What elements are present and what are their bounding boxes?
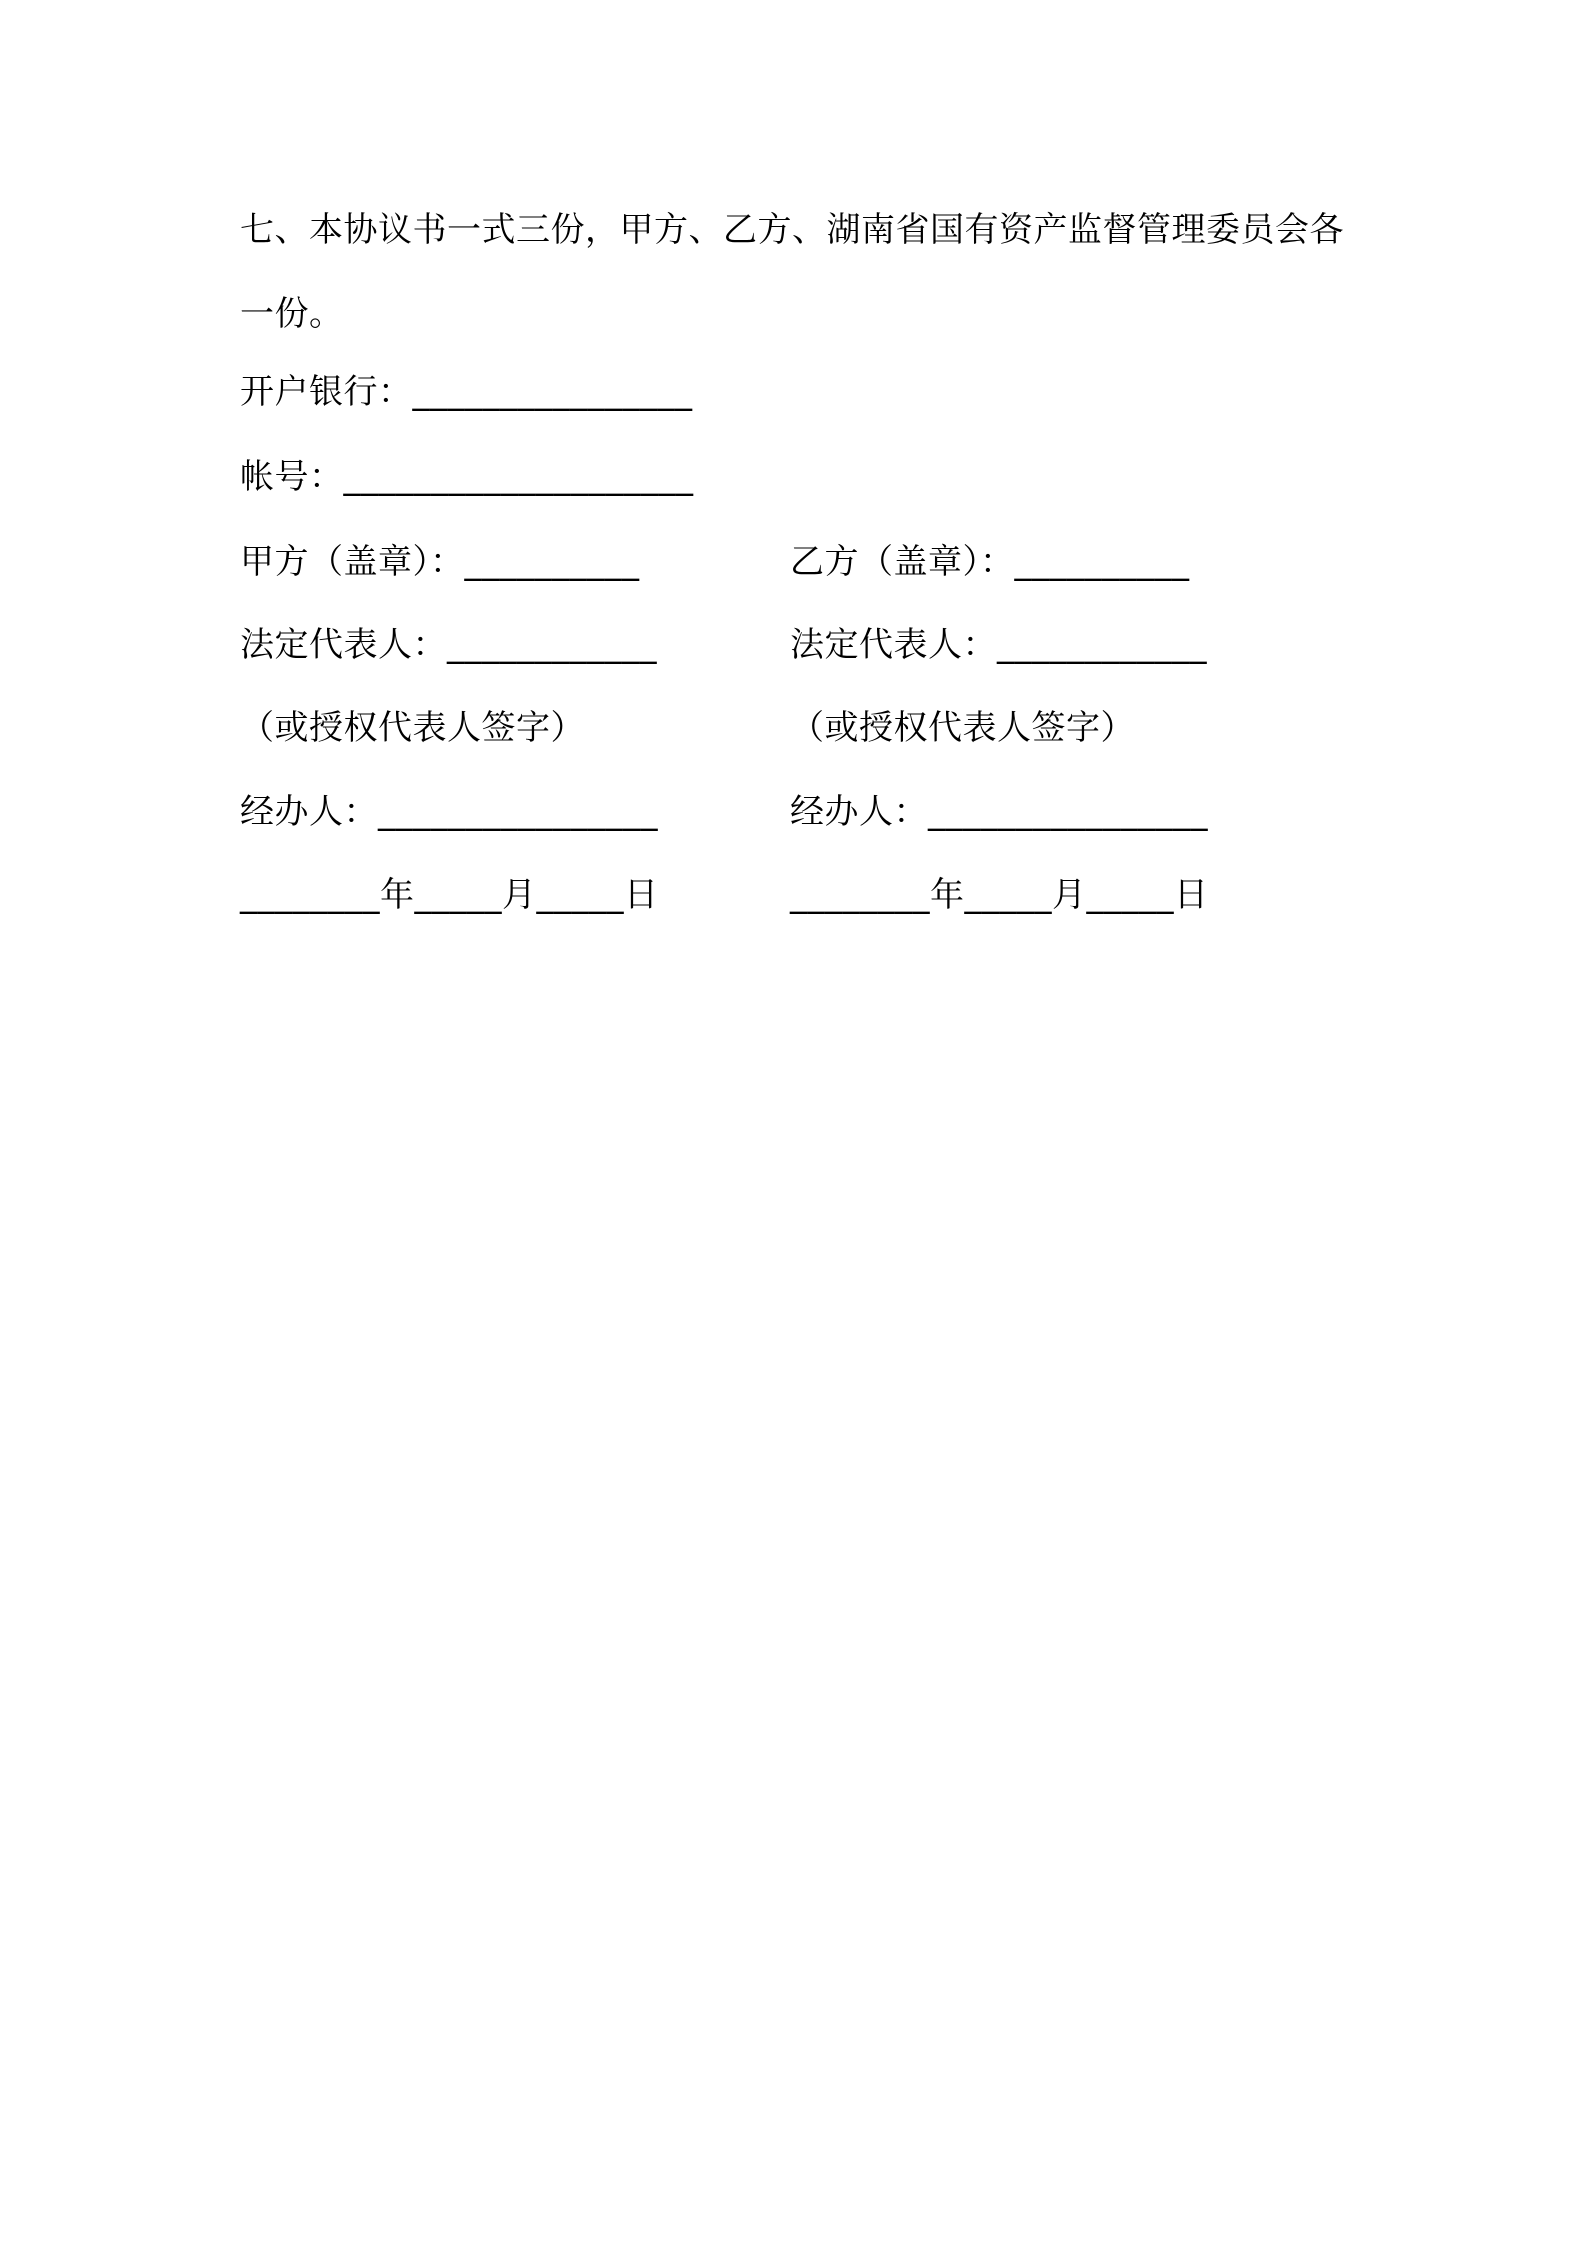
party-a-seal-line: 甲方（盖章）：__________: [240, 542, 640, 582]
account-line: 帐号：____________________: [240, 457, 694, 497]
bank-line: 开户银行：________________: [240, 372, 693, 412]
party-a-authorized-note: （或授权代表人签字）: [240, 708, 585, 748]
clause-seven: 七、本协议书一式三份，甲方、乙方、湖南省国有资产监督管理委员会各一份。: [240, 210, 1344, 334]
party-b-handler-line: 经办人：________________: [790, 792, 1208, 832]
party-b-seal-line: 乙方（盖章）：__________: [790, 542, 1190, 582]
party-a-date-line: ________年_____月_____日: [240, 875, 659, 915]
party-a-legal-rep-line: 法定代表人：____________: [240, 625, 657, 665]
party-b-date-line: ________年_____月_____日: [790, 875, 1209, 915]
party-b-authorized-note: （或授权代表人签字）: [790, 708, 1135, 748]
party-b-legal-rep-line: 法定代表人：____________: [790, 625, 1207, 665]
party-a-handler-line: 经办人：________________: [240, 792, 658, 832]
